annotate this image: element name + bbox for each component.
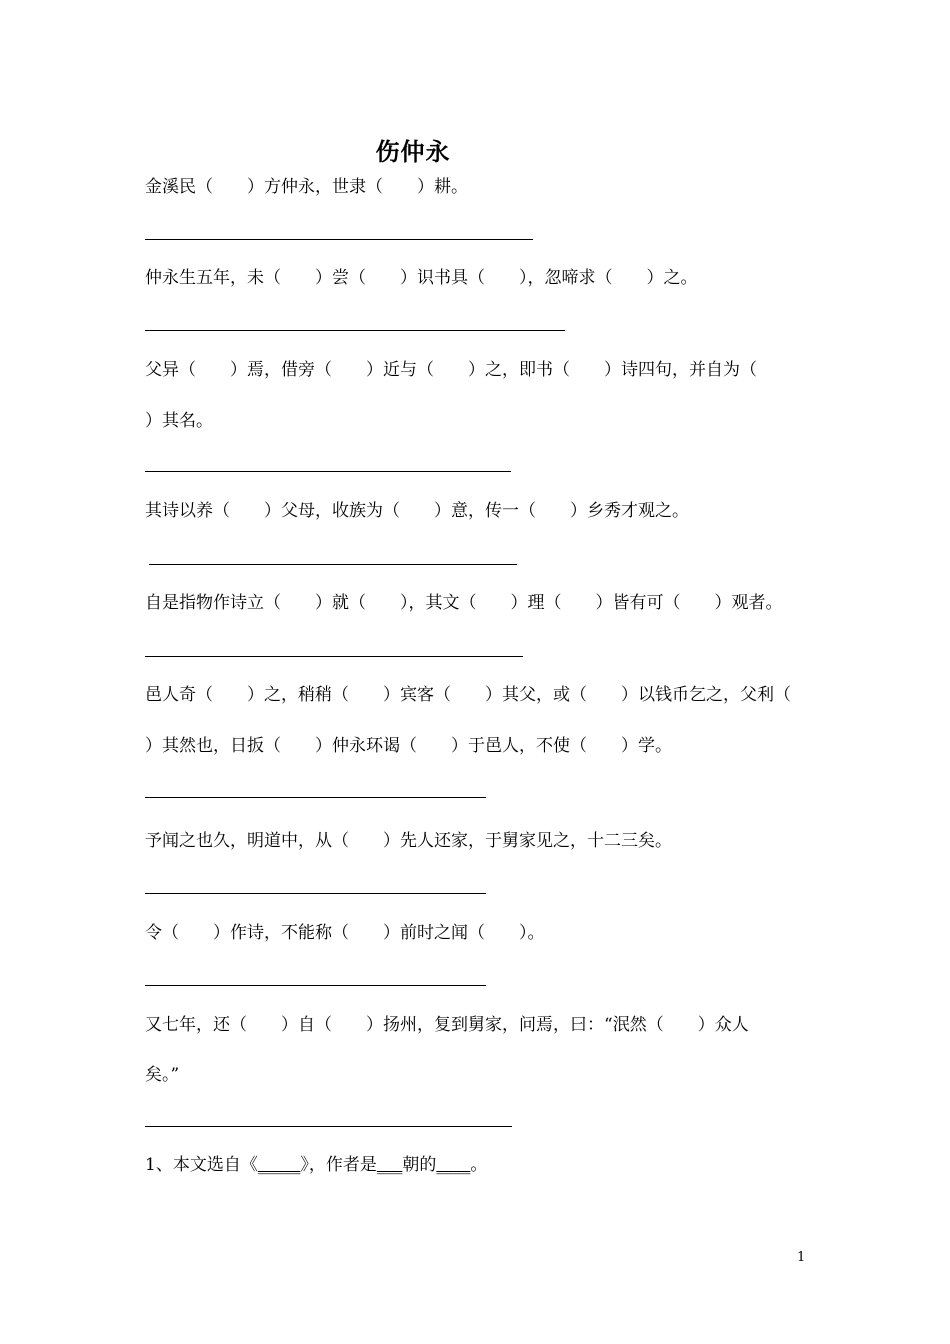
sentence-line: 令（ ）作诗，不能称（ ）前时之闻（ ）。: [145, 923, 545, 943]
author-blank[interactable]: ____: [436, 1155, 471, 1175]
sentence-line: 予闻之也久，明道中，从（ ）先人还家，于舅家见之，十二三矣。: [145, 831, 672, 851]
sentence-line: ）其名。: [145, 411, 213, 431]
answer-line[interactable]: [145, 985, 486, 986]
page-title: 伤仲永: [375, 138, 451, 166]
answer-line[interactable]: [145, 471, 511, 472]
answer-line[interactable]: [145, 893, 486, 894]
dynasty-blank[interactable]: ___: [376, 1155, 403, 1175]
sentence-line: 又七年，还（ ）自（ ）扬州，复到舅家，问焉，曰：“泯然（ ）众人: [145, 1015, 749, 1035]
sentence-line: 自是指物作诗立（ ）就（ ），其文（ ）理（ ）皆有可（ ）观者。: [145, 593, 783, 613]
question-1: [145, 1153, 487, 1177]
page-number: 1: [797, 1250, 806, 1265]
answer-line[interactable]: [145, 239, 533, 240]
answer-line[interactable]: [145, 1126, 512, 1127]
question-middle2: 朝的: [402, 1155, 437, 1175]
answer-line[interactable]: [145, 656, 523, 657]
question-suffix: 。: [470, 1155, 488, 1175]
answer-line[interactable]: [145, 330, 565, 331]
sentence-line: ）其然也，日扳（ ）仲永环谒（ ）于邑人，不使（ ）学。: [145, 736, 672, 756]
sentence-line: 邑人奇（ ）之，稍稍（ ）宾客（ ）其父，或（ ）以钱币乞之，父利（: [145, 685, 791, 705]
answer-line[interactable]: [149, 564, 517, 565]
sentence-line: 其诗以养（ ）父母，收族为（ ）意，传一（ ）乡秀才观之。: [145, 501, 689, 521]
question-middle: 》，作者是: [300, 1155, 377, 1175]
sentence-line: 父异（ ）焉，借旁（ ）近与（ ）之，即书（ ）诗四句，并自为（: [145, 360, 757, 380]
sentence-line: 仲永生五年，未（ ）尝（ ）识书具（ ），忽啼求（ ）之。: [145, 268, 698, 288]
source-blank[interactable]: _____: [257, 1155, 301, 1175]
answer-line[interactable]: [145, 797, 486, 798]
question-prefix: 1、本文选自《: [145, 1155, 258, 1175]
sentence-line: 金溪民（ ）方仲永，世隶（ ）耕。: [145, 177, 468, 197]
sentence-line: 矣。”: [145, 1065, 180, 1085]
